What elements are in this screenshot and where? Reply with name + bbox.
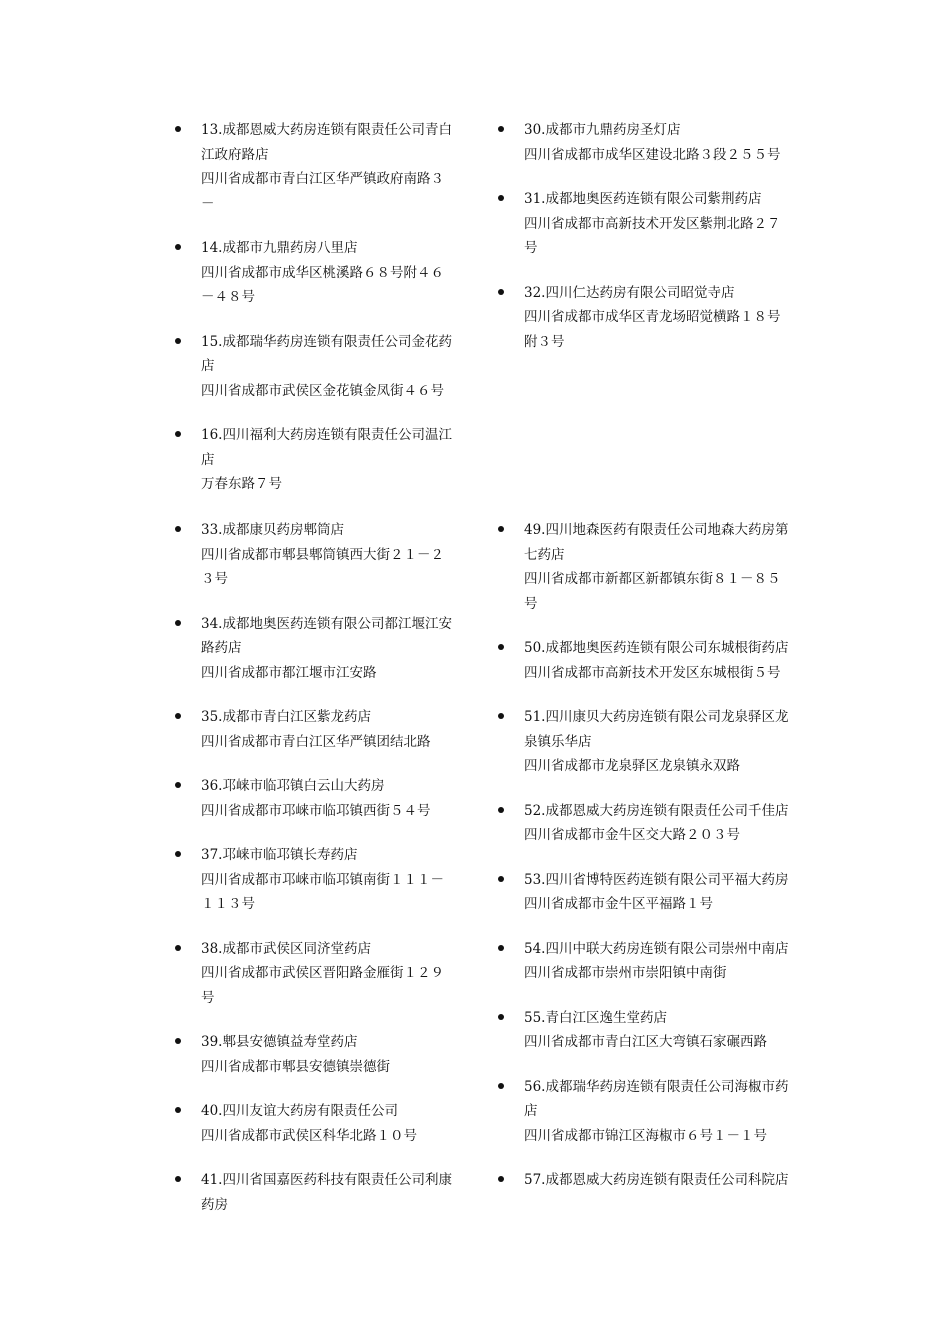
store-entry	[201, 423, 481, 497]
store-name-line: 36.邛崃市临邛镇白云山大药房	[201, 778, 385, 794]
store-entry	[201, 843, 481, 917]
store-text-line: 四川省成都市郫县郫筒镇西大街２１－２	[201, 546, 444, 563]
store-name-line: 15.成都瑞华药房连锁有限责任公司金花药	[201, 333, 452, 350]
store-list-bottom-right	[524, 518, 824, 1213]
store-text-line: ３号	[201, 571, 228, 587]
store-text-line: 四川省成都市邛崃市临邛镇南街１１１－	[201, 871, 444, 888]
store-entry	[524, 118, 824, 167]
store-text-line: 四川省成都市高新技术开发区东城根街５号	[524, 664, 781, 681]
store-entry	[201, 1168, 481, 1217]
store-entry	[524, 799, 824, 848]
store-text-line: 店	[524, 1103, 538, 1119]
store-text-line: 四川省成都市新都区新都镇东街８１－８５	[524, 571, 781, 587]
store-name-line: 51.四川康贝大药房连锁有限公司龙泉驿区龙	[524, 709, 789, 725]
store-name-line: 41.四川省国嘉医药科技有限责任公司利康	[201, 1172, 452, 1188]
store-entry	[524, 1168, 824, 1193]
store-text-line: 药房	[201, 1196, 228, 1213]
store-list-top-right	[524, 118, 824, 374]
store-entry	[201, 705, 481, 754]
store-name-line: 34.成都地奥医药连锁有限公司都江堰江安	[201, 615, 452, 632]
store-name-line: 40.四川友谊大药房有限责任公司	[201, 1103, 398, 1119]
store-text-line: 四川省成都市邛崃市临邛镇西街５４号	[201, 802, 431, 819]
store-text-line: 号	[524, 240, 538, 256]
store-text-line: 四川省成都市龙泉驿区龙泉镇永双路	[524, 758, 740, 774]
store-name-line: 37.邛崃市临邛镇长寿药店	[201, 847, 358, 863]
store-name-line: 55.青白江区逸生堂药店	[524, 1009, 667, 1026]
store-name-line: 39.郫县安德镇益寿堂药店	[201, 1034, 358, 1050]
store-name-line: 33.成都康贝药房郫筒店	[201, 522, 344, 538]
store-name-line: 16.四川福利大药房连锁有限责任公司温江	[201, 427, 452, 443]
store-text-line: 四川省成都市锦江区海椒市６号１－１号	[524, 1127, 767, 1144]
store-text-line: －	[201, 195, 215, 212]
store-entry	[524, 518, 824, 616]
store-entry	[524, 868, 824, 917]
store-text-line: １１３号	[201, 896, 255, 912]
store-list-bottom-left	[201, 518, 481, 1237]
store-text-line: 四川省成都市崇州市崇阳镇中南街	[524, 965, 727, 981]
store-text-line: 店	[201, 451, 215, 468]
store-entry	[524, 1006, 824, 1055]
store-text-line: 四川省成都市金牛区平福路１号	[524, 896, 713, 912]
store-entry	[201, 236, 481, 310]
store-entry	[201, 1099, 481, 1148]
store-text-line: 附３号	[524, 333, 565, 350]
store-text-line: 四川省成都市金牛区交大路２０３号	[524, 827, 740, 843]
store-entry	[201, 774, 481, 823]
store-text-line: 四川省成都市武侯区晋阳路金雁街１２９	[201, 965, 444, 981]
store-text-line: 号	[201, 989, 215, 1006]
store-name-line: 38.成都市武侯区同济堂药店	[201, 940, 371, 957]
store-name-line: 31.成都地奥医药连锁有限公司紫荆药店	[524, 191, 762, 207]
store-text-line: 四川省成都市成华区桃溪路６８号附４６	[201, 264, 444, 281]
store-text-line: 四川省成都市成华区建设北路３段２５５号	[524, 146, 781, 163]
store-text-line: 江政府路店	[201, 146, 269, 163]
store-entry	[201, 1030, 481, 1079]
store-text-line: 四川省成都市高新技术开发区紫荆北路２７	[524, 215, 781, 232]
store-name-line: 56.成都瑞华药房连锁有限责任公司海椒市药	[524, 1078, 789, 1095]
store-entry	[524, 187, 824, 261]
store-name-line: 32.四川仁达药房有限公司昭觉寺店	[524, 284, 735, 301]
store-name-line: 54.四川中联大药房连锁有限公司崇州中南店	[524, 940, 789, 957]
store-entry	[524, 937, 824, 986]
store-entry	[524, 705, 824, 779]
store-text-line: 路药店	[201, 640, 242, 656]
store-entry	[201, 518, 481, 592]
store-entry	[524, 1075, 824, 1149]
store-text-line: 店	[201, 358, 215, 374]
store-entry	[201, 937, 481, 1011]
store-text-line: 四川省成都市郫县安德镇崇德街	[201, 1058, 390, 1075]
store-text-line: 四川省成都市青白江区华严镇政府南路３	[201, 171, 444, 187]
store-name-line: 49.四川地森医药有限责任公司地森大药房第	[524, 522, 789, 538]
store-text-line: 四川省成都市青白江区大弯镇石家碾西路	[524, 1034, 767, 1050]
store-text-line: 四川省成都市武侯区金花镇金凤街４６号	[201, 382, 444, 399]
store-text-line: －４８号	[201, 289, 255, 305]
store-entry	[201, 118, 481, 216]
store-name-line: 52.成都恩威大药房连锁有限责任公司千佳店	[524, 802, 789, 819]
store-text-line: 万春东路７号	[201, 476, 282, 492]
store-entry	[201, 330, 481, 404]
store-entry	[524, 636, 824, 685]
store-entry	[201, 612, 481, 686]
store-text-line: 泉镇乐华店	[524, 733, 592, 750]
store-name-line: 50.成都地奥医药连锁有限公司东城根街药店	[524, 640, 789, 656]
store-text-line: 七药店	[524, 546, 565, 563]
store-name-line: 53.四川省博特医药连锁有限公司平福大药房	[524, 871, 789, 888]
store-text-line: 四川省成都市成华区青龙场昭觉横路１８号	[524, 309, 781, 325]
store-name-line: 57.成都恩威大药房连锁有限责任公司科院店	[524, 1172, 789, 1188]
store-text-line: 四川省成都市武侯区科华北路１０号	[201, 1127, 417, 1144]
store-list-top-left	[201, 118, 481, 517]
store-name-line: 13.成都恩威大药房连锁有限责任公司青白	[201, 122, 452, 138]
store-name-line: 14.成都市九鼎药房八里店	[201, 240, 358, 256]
store-name-line: 35.成都市青白江区紫龙药店	[201, 709, 371, 725]
store-text-line: 四川省成都市青白江区华严镇团结北路	[201, 733, 431, 750]
store-text-line: 号	[524, 595, 538, 612]
store-name-line: 30.成都市九鼎药房圣灯店	[524, 122, 681, 138]
store-text-line: 四川省成都市都江堰市江安路	[201, 664, 377, 681]
store-entry	[524, 281, 824, 355]
